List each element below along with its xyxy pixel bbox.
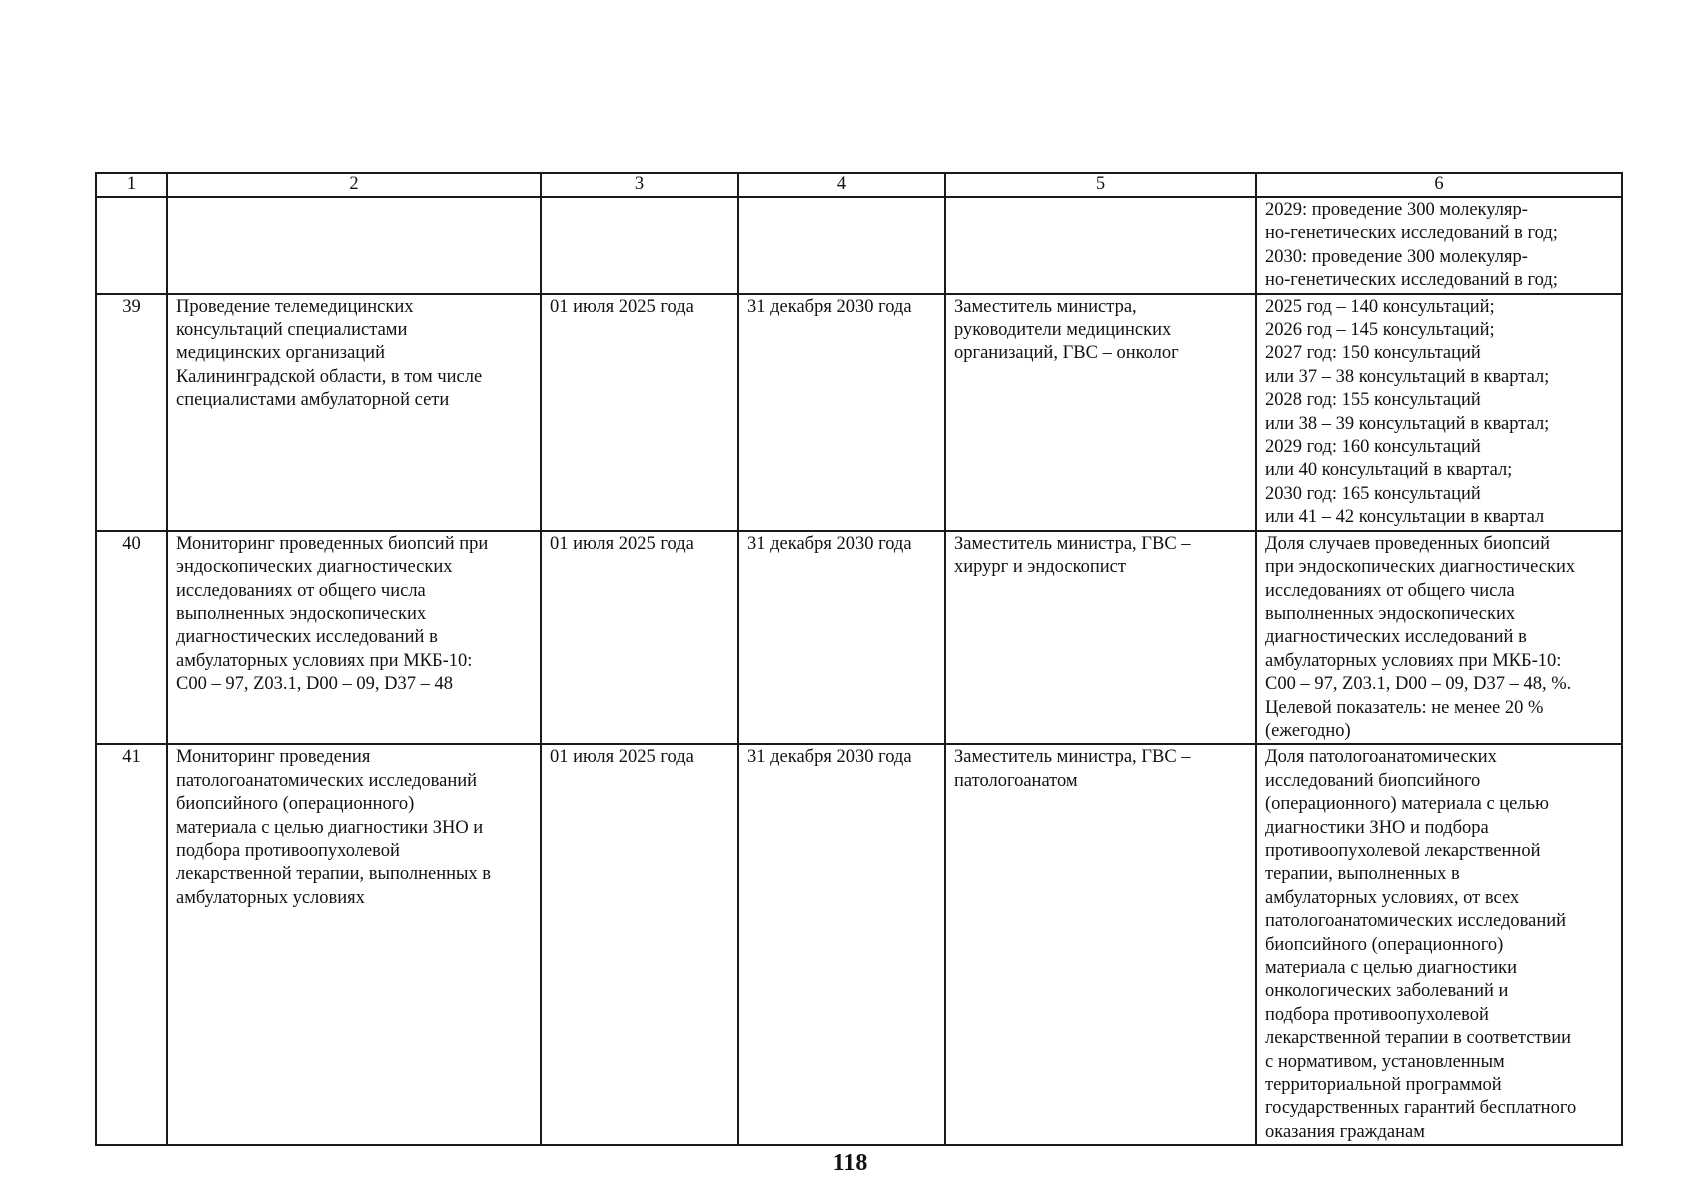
- cell-result: Доля случаев проведенных биопсий при эндоскопических диагностических исследованиях от общего числа выполненных эндоскопических диагностических исследований в амбулаторных условиях при МКБ-10: C00 – 97, Z03.1, D00 – 09, D37 – 48, %. Целевой показатель: не менее 20 % (ежегодно): [1256, 531, 1622, 745]
- column-number-4: 4: [738, 173, 945, 197]
- cell-start: [541, 197, 738, 294]
- cell-end-date: 31 декабря 2030 года: [738, 744, 945, 1145]
- cell-activity: [167, 197, 541, 294]
- table-row: [96, 531, 1622, 745]
- cell-responsible: Заместитель министра, ГВС – патологоанатом: [945, 744, 1256, 1145]
- column-number-3: 3: [541, 173, 738, 197]
- plan-table: [95, 172, 1623, 1146]
- cell-result: Доля патологоанатомических исследований биопсийного (операционного) материала с целью диагностики ЗНО и подбора противоопухолевой лекарственной терапии, выполненных в амбулаторных условиях, от всех патологоанатомических исследований биопсийного (операционного) материала с целью диагностики онкологических заболеваний и подбора противоопухолевой лекарственной терапии в соответствии с нормативом, установленным территориальной программой государственных гарантий бесплатного оказания гражданам: [1256, 744, 1622, 1145]
- column-number-row: [96, 173, 1622, 197]
- column-number-1: 1: [96, 173, 167, 197]
- cell-start-date: 01 июля 2025 года: [541, 744, 738, 1145]
- column-number-2: 2: [167, 173, 541, 197]
- cell-result: 2025 год – 140 консультаций; 2026 год – 145 консультаций; 2027 год: 150 консультаций или 37 – 38 консультаций в квартал; 2028 год: 155 консультаций или 38 – 39 консультаций в квартал; 2029 год: 160 консультаций или 40 консультаций в квартал; 2030 год: 165 консультаций или 41 – 42 консультации в квартал: [1256, 294, 1622, 531]
- cell-end-date: 31 декабря 2030 года: [738, 531, 945, 745]
- page-number: 118: [832, 1150, 868, 1176]
- cell-start-date: 01 июля 2025 года: [541, 294, 738, 531]
- cell-start-date: 01 июля 2025 года: [541, 531, 738, 745]
- cell-end-date: 31 декабря 2030 года: [738, 294, 945, 531]
- column-number-5: 5: [945, 173, 1256, 197]
- cell-result: 2029: проведение 300 молекуляр- но-генетических исследований в год; 2030: проведение 300 молекуляр- но-генетических исследований в год;: [1256, 197, 1622, 294]
- cell-activity: Мониторинг проведенных биопсий при эндоскопических диагностических исследованиях от общего числа выполненных эндоскопических диагностических исследований в амбулаторных условиях при МКБ-10: C00 – 97, Z03.1, D00 – 09, D37 – 48: [167, 531, 541, 745]
- cell-activity: Проведение телемедицинских консультаций специалистами медицинских организаций Калининградской области, в том числе специалистами амбулаторной сети: [167, 294, 541, 531]
- table-row-continuation: [96, 197, 1622, 294]
- column-number-6: 6: [1256, 173, 1622, 197]
- cell-num: 41: [96, 744, 167, 1145]
- cell-num: 39: [96, 294, 167, 531]
- cell-activity: Мониторинг проведения патологоанатомических исследований биопсийного (операционного) материала с целью диагностики ЗНО и подбора противоопухолевой лекарственной терапии, выполненных в амбулаторных условиях: [167, 744, 541, 1145]
- cell-responsible: Заместитель министра, ГВС – хирург и эндоскопист: [945, 531, 1256, 745]
- table-row: [96, 744, 1622, 1145]
- cell-end: [738, 197, 945, 294]
- cell-num: [96, 197, 167, 294]
- cell-num: 40: [96, 531, 167, 745]
- cell-responsible: [945, 197, 1256, 294]
- table-row: [96, 294, 1622, 531]
- cell-responsible: Заместитель министра, руководители медицинских организаций, ГВС – онколог: [945, 294, 1256, 531]
